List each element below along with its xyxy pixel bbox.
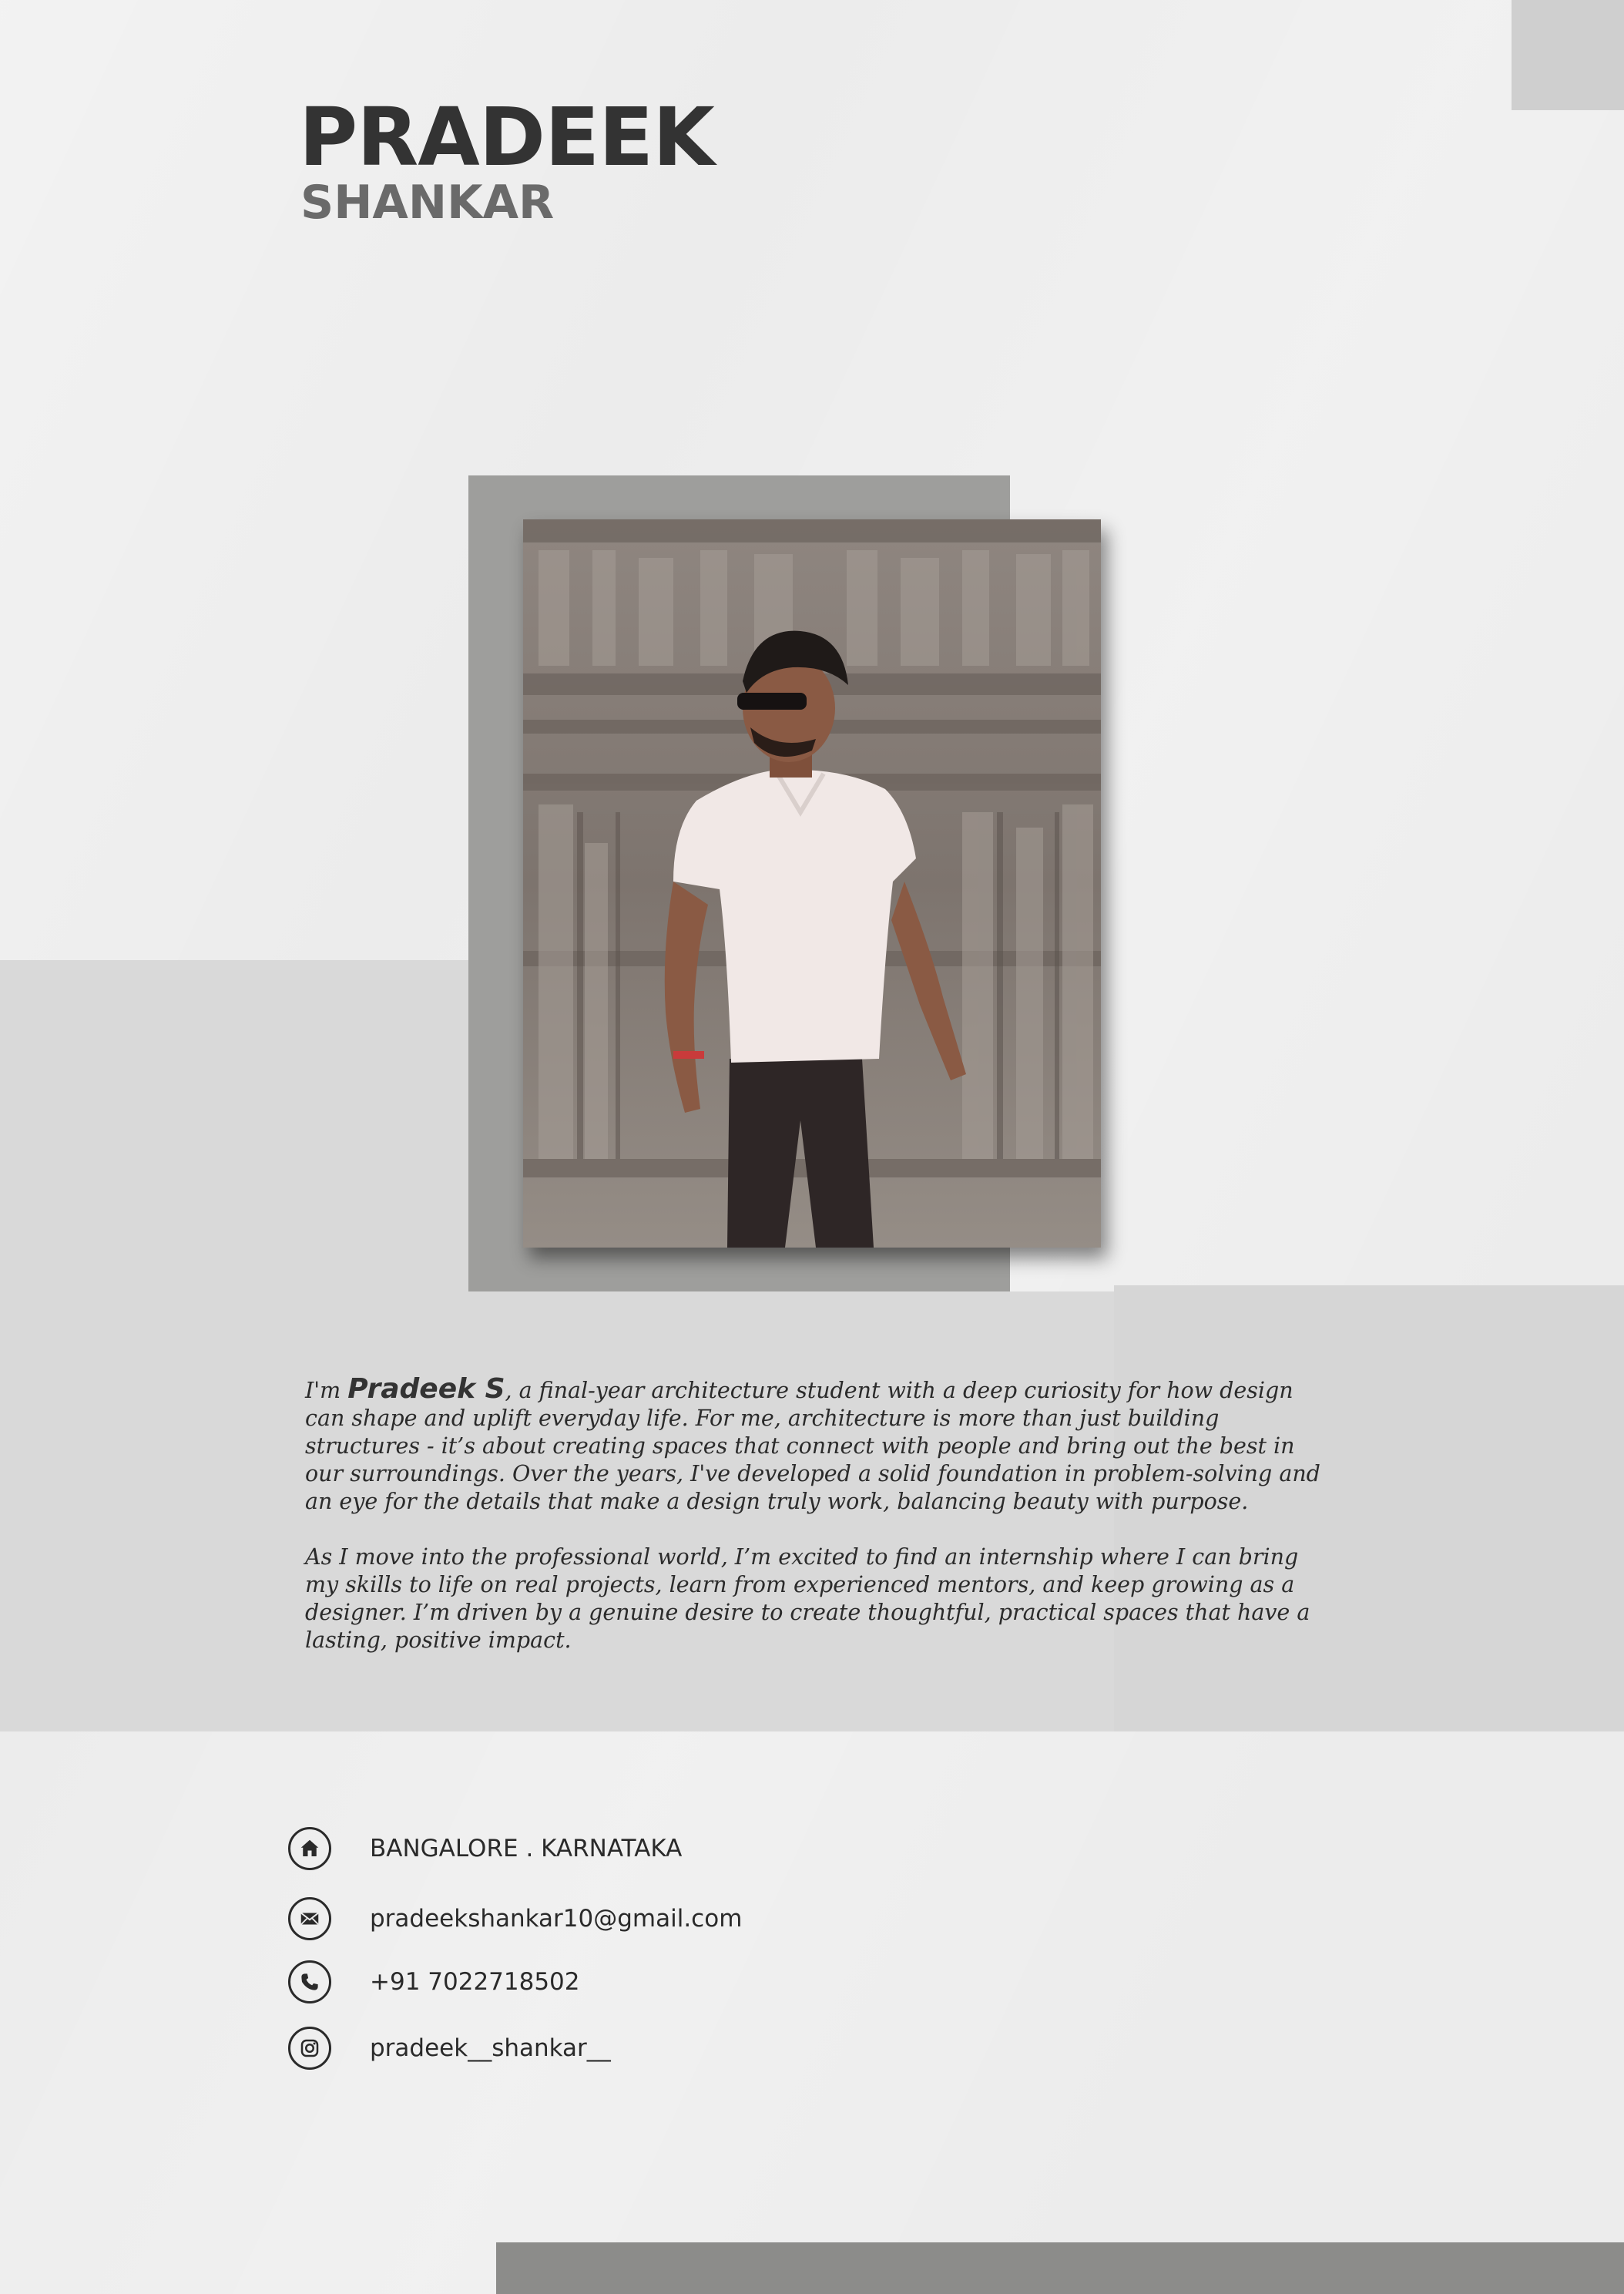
portrait-illustration bbox=[523, 519, 1101, 1248]
bio-intro-name: Pradeek S bbox=[347, 1373, 505, 1405]
mail-icon bbox=[288, 1897, 331, 1940]
instagram-icon bbox=[288, 2027, 331, 2070]
bio-intro-prefix: I'm bbox=[305, 1378, 348, 1403]
instagram-handle[interactable]: pradeek__shankar__ bbox=[370, 2034, 611, 2062]
home-icon bbox=[288, 1827, 331, 1870]
bio-paragraph-1-text: , a final-year architecture student with a deep curiosity for how design can shape and uplift everyday life. For me, architecture is more than just building structures - it’s about creating spaces that connect with people and bring out the best in our surroundings. Over the years, I've developed a solid foundation in problem-solving and an eye for the details that make a design truly work, balancing beauty with purpose. bbox=[305, 1378, 1320, 1514]
bio-section bbox=[305, 1375, 1337, 1654]
phone-number[interactable]: +91 7022718502 bbox=[370, 1968, 580, 1996]
bio-paragraph-2: As I move into the professional world, I’m excited to find an internship where I can bring my skills to life on real projects, learn from experienced mentors, and keep growing as a designer. I’m driven by a genuine desire to create thoughtful, practical spaces that have a lasting, positive impact. bbox=[305, 1544, 1310, 1653]
name-last: SHANKAR bbox=[300, 176, 555, 230]
contact-location bbox=[288, 1824, 981, 1873]
contact-email[interactable] bbox=[288, 1894, 981, 1943]
corner-accent-block bbox=[1512, 0, 1624, 110]
name-first: PRADEEK bbox=[299, 90, 714, 184]
location-text: BANGALORE . KARNATAKA bbox=[370, 1835, 683, 1862]
bio-paragraph-1 bbox=[305, 1375, 1337, 1516]
contact-instagram[interactable] bbox=[288, 2024, 981, 2073]
portrait-photo bbox=[523, 519, 1101, 1248]
bottom-accent-bar bbox=[496, 2242, 1624, 2294]
phone-icon bbox=[288, 1960, 331, 2003]
email-link[interactable]: pradeekshankar10@gmail.com bbox=[370, 1905, 743, 1933]
contact-phone[interactable] bbox=[288, 1957, 981, 2007]
